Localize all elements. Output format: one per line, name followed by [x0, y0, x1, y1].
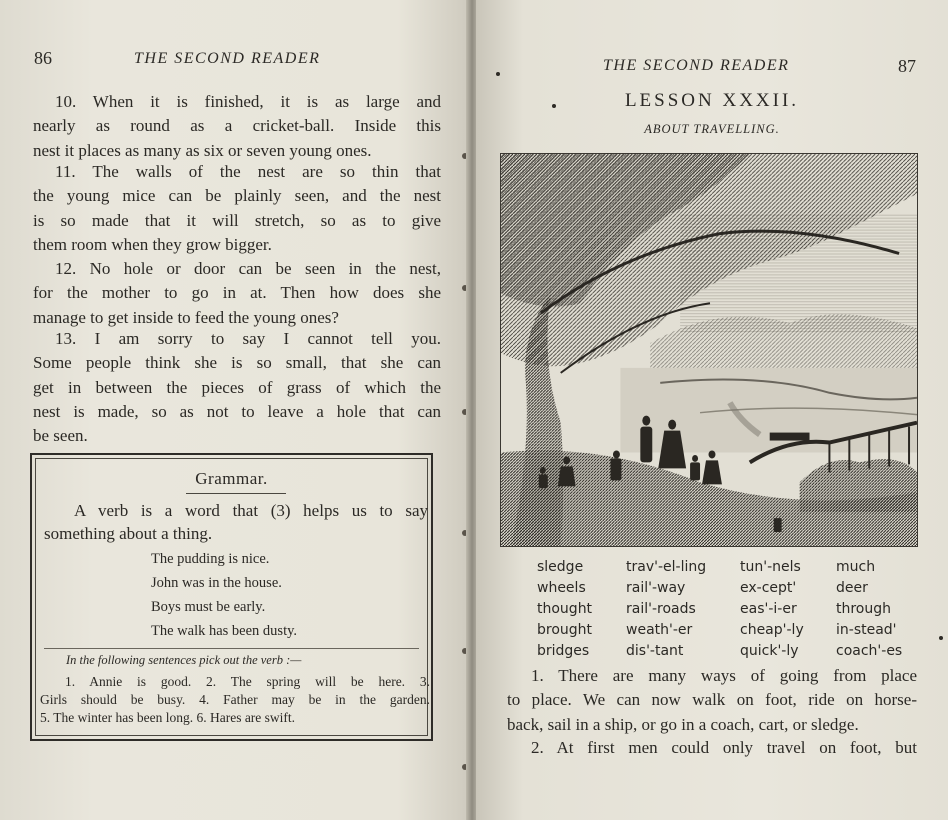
vocab-word: deer [836, 580, 868, 596]
text-line: back, sail in a ship, or go in a coach, cart, or sledge. [507, 714, 859, 734]
vocab-word: weath'-er [626, 622, 693, 638]
text-line: nest is made, so as not to leave a hole that can [33, 401, 441, 421]
vocab-word: sledge [537, 559, 584, 575]
vocab-word: in-stead' [836, 622, 897, 638]
vocab-word: eas'-i-er [740, 601, 797, 617]
vocabulary-column [740, 557, 804, 662]
text-line: something about a thing. [44, 524, 213, 543]
stray-mark [496, 72, 500, 76]
text-line: to place. We can now walk on foot, ride on horse- [507, 690, 917, 710]
vocab-word: wheels [537, 580, 586, 596]
text-line: A verb is a word that (3) helps us to say [74, 501, 428, 520]
page-number: 86 [34, 48, 52, 68]
text-line: them room when they grow bigger. [33, 234, 272, 254]
vocab-word: dis'-tant [626, 643, 684, 659]
lesson-paragraph-2 [507, 736, 917, 760]
grammar-title: Grammar. [195, 469, 268, 488]
text-line: get in between the pieces of grass of which the [33, 377, 441, 397]
grammar-box [30, 453, 433, 741]
vocab-word: coach'-es [836, 643, 903, 659]
paragraph-11 [33, 160, 441, 257]
vocab-word: rail'-way [626, 580, 686, 596]
exercise-instruction: In the following sentences pick out the verb :— [66, 653, 302, 667]
text-line: the young mice can be plainly seen, and the nest [33, 186, 441, 206]
paragraph-13 [33, 327, 441, 448]
text-line: be seen. [33, 426, 88, 446]
vocab-word: through [836, 601, 892, 617]
text-line: is so made that it will stretch, so as to give [33, 210, 441, 230]
vocab-word: ex-cept' [740, 580, 797, 596]
text-line: 10. When it is finished, it is as large and [55, 92, 441, 111]
right-page [476, 0, 948, 820]
vocab-word: bridges [537, 643, 590, 659]
lesson-title: LESSON XXXII. [624, 90, 800, 111]
vocab-word: brought [537, 622, 593, 638]
vocab-word: cheap'-ly [740, 622, 804, 638]
text-line: 5. The winter has been long. 6. Hares are swift. [40, 710, 296, 725]
text-line: nest it places as many as six or seven young ones. [33, 140, 372, 160]
text-line: Some people think she is so small, that she can [33, 353, 441, 373]
grammar-example: The pudding is nice. [151, 551, 270, 567]
vocab-word: much [836, 559, 876, 575]
vocab-word: thought [537, 601, 593, 617]
text-line: 13. I am sorry to say I cannot tell you. [55, 329, 441, 348]
page-number: 87 [898, 56, 916, 76]
text-line: for the mother to go in at. Then how does she [33, 283, 441, 303]
vocabulary-column [626, 557, 706, 662]
left-page [0, 0, 468, 820]
lesson-subtitle: ABOUT TRAVELLING. [644, 122, 780, 136]
text-line: 12. No hole or door can be seen in the nest, [55, 259, 441, 278]
running-head: THE SECOND READER [134, 50, 321, 67]
running-head: THE SECOND READER [603, 57, 790, 74]
paragraph-10 [33, 90, 441, 163]
vocabulary-column [537, 557, 592, 662]
text-line: 1. Annie is good. 2. The spring will be here. 3. [65, 674, 430, 689]
title-rule [186, 493, 286, 494]
grammar-example: The walk has been dusty. [151, 623, 298, 639]
vocabulary-column [836, 557, 902, 662]
grammar-box-inner-border [35, 458, 428, 736]
engraving-landscape-image [501, 154, 917, 546]
vocab-word: tun'-nels [740, 559, 801, 575]
text-line: manage to get inside to feed the young ones? [33, 307, 339, 327]
text-line: 11. The walls of the nest are so thin that [55, 162, 441, 181]
grammar-definition [44, 499, 428, 545]
vocab-word: rail'-roads [626, 601, 696, 617]
text-line: 1. There are many ways of going from place [531, 666, 917, 685]
vocab-word: trav'-el-ling [626, 559, 707, 575]
lesson-paragraph-1 [507, 664, 917, 737]
grammar-example: Boys must be early. [151, 599, 266, 615]
text-line: Girls should be busy. 4. Father may be in the garden. [40, 692, 430, 707]
travel-engraving-illustration [500, 153, 918, 547]
stray-mark [939, 636, 943, 640]
vocab-word: quick'-ly [740, 643, 799, 659]
separator-rule [44, 648, 419, 649]
paragraph-12 [33, 257, 441, 330]
grammar-example: John was in the house. [151, 575, 282, 591]
text-line: nearly as round as a cricket-ball. Inside this [33, 116, 441, 136]
text-line: 2. At first men could only travel on foot, but [531, 738, 917, 757]
exercise-sentences [40, 673, 430, 727]
